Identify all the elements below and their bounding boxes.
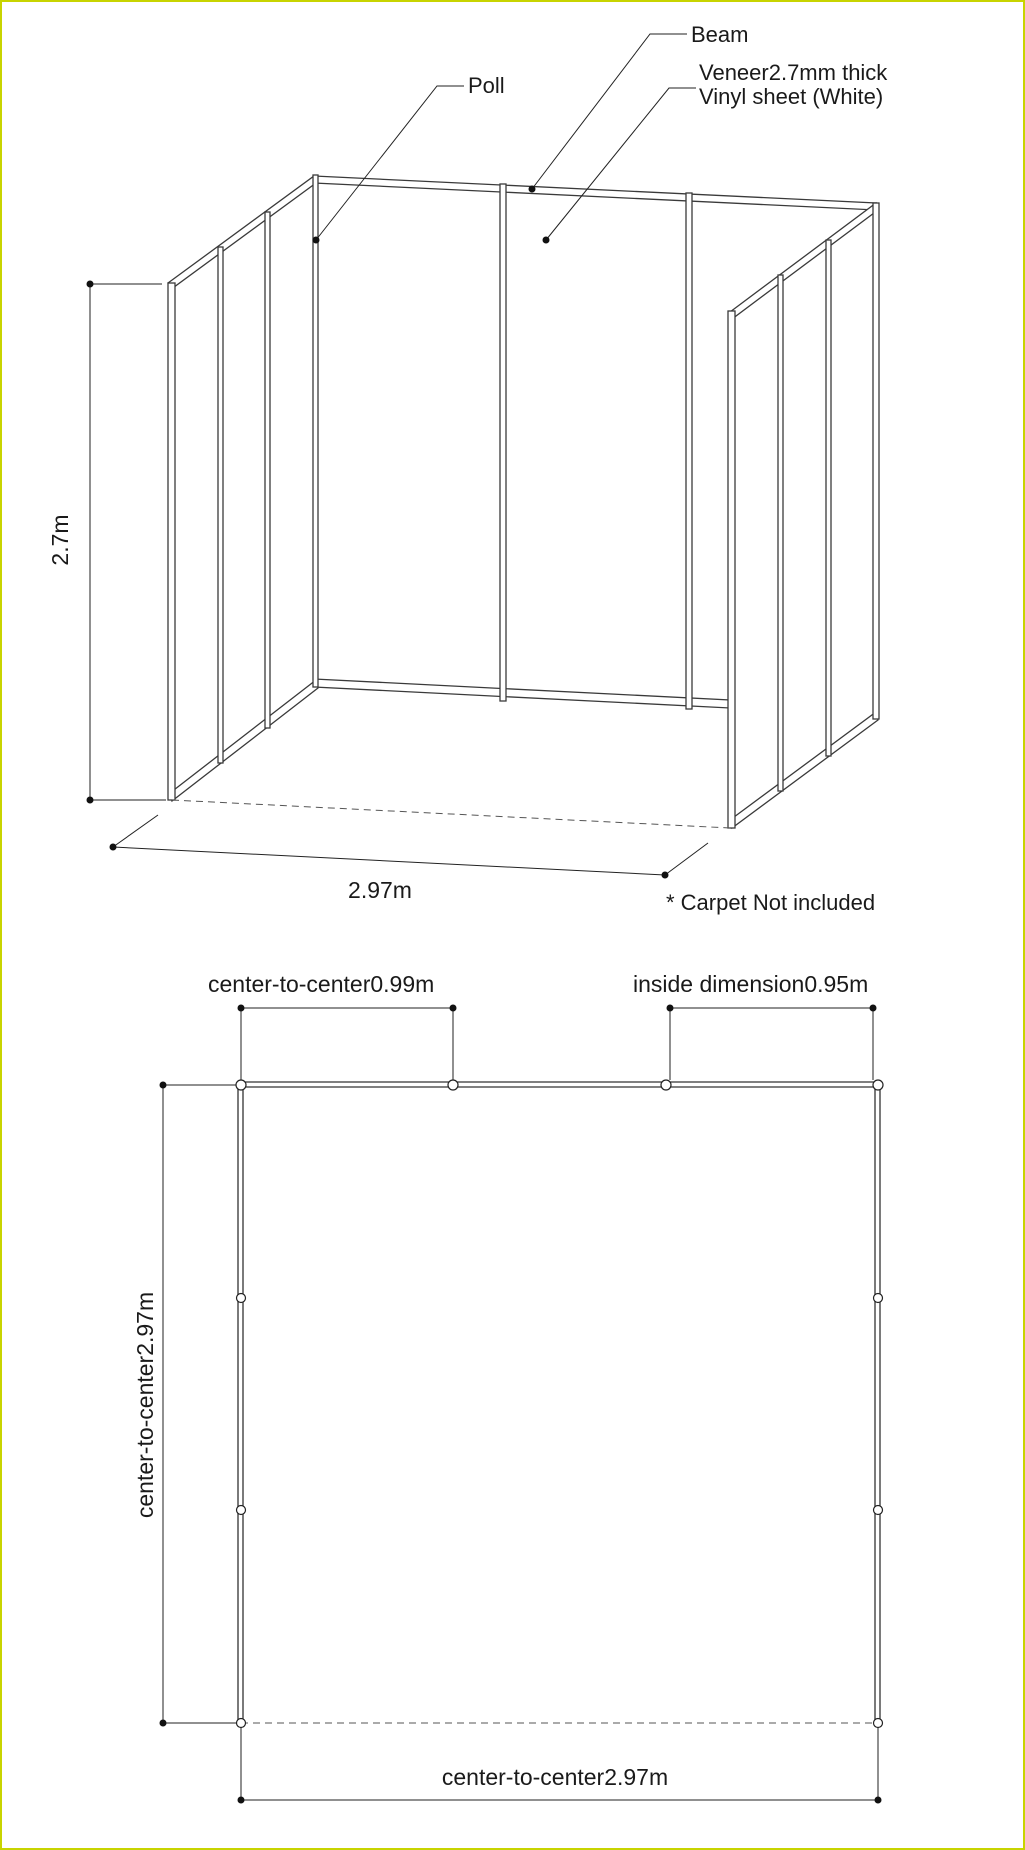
back-pole-2 xyxy=(500,184,506,701)
height-label: 2.7m xyxy=(47,514,73,566)
left-pole-2 xyxy=(218,247,223,763)
plan-center-left-label: center-to-center2.97m xyxy=(132,1291,158,1519)
width-label: 2.97m xyxy=(348,877,412,903)
right-pole-2 xyxy=(778,275,783,791)
plan-inside-dimension xyxy=(667,1005,877,1081)
right-corner-pole xyxy=(873,203,879,719)
plan-inside-label: inside dimension0.95m xyxy=(633,971,869,997)
right-bottom-beam xyxy=(730,712,878,828)
back-pole-1 xyxy=(313,175,318,687)
right-top-beam xyxy=(730,203,878,319)
isometric-view xyxy=(47,22,888,915)
plan-center-top-label: center-to-center0.99m xyxy=(208,971,435,997)
vinyl-label: Vinyl sheet (White) xyxy=(699,84,884,109)
plan-view xyxy=(132,971,883,1804)
poll-callout xyxy=(313,86,465,244)
beam-label: Beam xyxy=(691,22,749,47)
veneer-label: Veneer2.7mm thick xyxy=(699,60,888,85)
back-pole-3 xyxy=(686,193,692,709)
veneer-callout xyxy=(543,88,697,244)
left-bottom-beam xyxy=(170,680,318,801)
plan-left-wall xyxy=(238,1084,243,1723)
plan-center-bottom-label: center-to-center2.97m xyxy=(441,1764,669,1790)
left-top-beam xyxy=(168,176,316,290)
back-top-beam xyxy=(314,176,876,210)
left-pole-3 xyxy=(265,212,270,728)
plan-center-top-dimension xyxy=(238,1005,457,1081)
plan-right-wall xyxy=(875,1084,880,1723)
poll-label: Poll xyxy=(468,73,505,98)
floor-front-dashed-line xyxy=(172,800,730,828)
beam-callout xyxy=(529,34,688,193)
plan-center-left-dimension xyxy=(160,1082,237,1727)
right-pole-1 xyxy=(728,311,735,828)
height-dimension xyxy=(87,281,167,804)
carpet-note: * Carpet Not included xyxy=(666,890,876,915)
back-bottom-beam xyxy=(314,679,730,708)
plan-pole-markers xyxy=(236,1080,883,1728)
left-pole-1 xyxy=(168,283,175,800)
plan-top-wall xyxy=(240,1082,878,1087)
width-dimension xyxy=(110,815,709,879)
right-pole-3 xyxy=(826,240,831,756)
